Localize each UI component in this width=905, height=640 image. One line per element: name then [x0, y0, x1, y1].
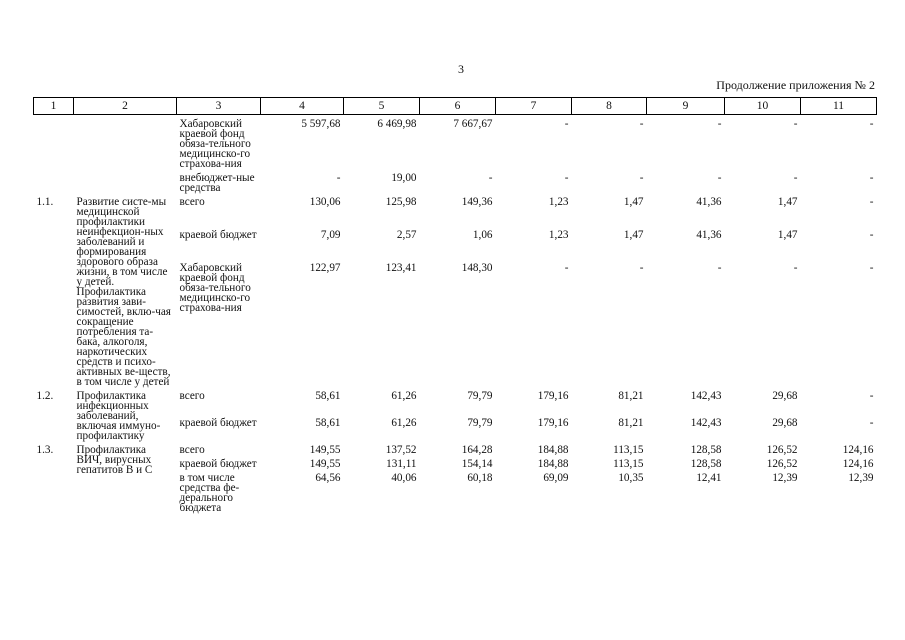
value-cell: 1,06 — [472, 229, 493, 242]
value-cell: 124,16 — [842, 458, 874, 470]
value-cell: 7,09 — [320, 229, 341, 242]
value-cell: 79,79 — [467, 390, 493, 402]
value-cell: 2,57 — [396, 229, 417, 242]
table-row — [34, 197, 877, 230]
column-header: 10 — [725, 98, 801, 115]
value-cell: 58,61 — [315, 417, 341, 429]
value-cell: - — [869, 390, 874, 402]
value-cell: - — [869, 118, 874, 130]
value-cell: - — [717, 118, 722, 130]
value-cell: - — [639, 262, 644, 275]
value-cell: - — [717, 262, 722, 275]
item-description — [74, 115, 177, 174]
value-cell: - — [869, 417, 874, 429]
item-code: 1.1. — [36, 196, 54, 208]
value-cell: 126,52 — [766, 458, 798, 470]
value-cell: 29,68 — [772, 417, 798, 429]
item-code — [34, 173, 74, 197]
value-cell: 126,52 — [766, 444, 798, 456]
value-cell: - — [488, 172, 493, 184]
value-cell: 142,43 — [690, 390, 722, 402]
value-cell: 69,09 — [543, 472, 569, 484]
column-header: 3 — [177, 98, 261, 115]
value-cell: - — [793, 262, 798, 275]
column-header: 11 — [801, 98, 877, 115]
value-cell: 128,58 — [690, 444, 722, 456]
value-cell: 113,15 — [613, 444, 644, 456]
value-cell: 1,23 — [548, 196, 569, 208]
value-cell: 81,21 — [618, 390, 644, 402]
value-cell: 61,26 — [391, 390, 417, 402]
column-header: 2 — [74, 98, 177, 115]
value-cell: - — [564, 172, 569, 184]
column-number-header — [34, 98, 877, 115]
funding-source: краевой бюджет — [179, 458, 257, 470]
value-cell: 12,39 — [772, 472, 798, 484]
item-code: 1.2. — [36, 390, 54, 402]
funding-source: Хабаровский краевой фонд обяза-тельного медицинско-го страхова-ния — [179, 262, 251, 315]
value-cell: 149,36 — [461, 196, 493, 208]
funding-source: Хабаровский краевой фонд обяза-тельного медицинско-го страхова-ния — [179, 118, 251, 170]
value-cell: 40,06 — [391, 472, 417, 484]
funding-source: всего — [179, 390, 205, 402]
value-cell: 124,16 — [842, 444, 874, 456]
column-header: 5 — [344, 98, 420, 115]
value-cell: 60,18 — [467, 472, 493, 484]
value-cell: 130,06 — [309, 196, 341, 208]
value-cell: 64,56 — [315, 472, 341, 484]
funding-source: в том числе средства фе-дерального бюджета — [179, 472, 240, 514]
value-cell: 19,00 — [391, 172, 417, 184]
item-description: Профилактика ВИЧ, вирусных гепатитов В и С — [76, 444, 153, 476]
value-cell: 1,23 — [548, 229, 569, 242]
column-header: 4 — [261, 98, 344, 115]
value-cell: 81,21 — [618, 417, 644, 429]
value-cell: 113,15 — [613, 458, 644, 470]
item-code: 1.3. — [36, 444, 54, 456]
column-header: 6 — [420, 98, 496, 115]
funding-source: всего — [179, 196, 205, 208]
value-cell: 149,55 — [309, 444, 341, 456]
column-header: 1 — [34, 98, 74, 115]
value-cell: 122,97 — [309, 262, 341, 275]
value-cell: - — [717, 172, 722, 184]
value-cell: 125,98 — [385, 196, 417, 208]
column-header: 7 — [496, 98, 572, 115]
column-header: 8 — [572, 98, 647, 115]
value-cell: 184,88 — [537, 458, 569, 470]
value-cell: 128,58 — [690, 458, 722, 470]
page-number: 3 — [458, 62, 464, 76]
value-cell: 1,47 — [777, 229, 798, 242]
value-cell: 148,30 — [461, 262, 493, 275]
table-row — [34, 391, 877, 418]
budget-table — [33, 97, 877, 517]
value-cell: 149,55 — [309, 458, 341, 470]
value-cell: 29,68 — [772, 390, 798, 402]
value-cell: - — [793, 118, 798, 130]
funding-source: внебюджет-ные средства — [179, 172, 255, 194]
value-cell: - — [639, 118, 644, 130]
value-cell: 131,11 — [386, 458, 417, 470]
value-cell: 61,26 — [391, 417, 417, 429]
value-cell: - — [336, 172, 341, 184]
value-cell: - — [793, 172, 798, 184]
value-cell: 123,41 — [385, 262, 417, 275]
value-cell: 184,88 — [537, 444, 569, 456]
value-cell: - — [564, 118, 569, 130]
value-cell: - — [869, 172, 874, 184]
value-cell: 179,16 — [537, 417, 569, 429]
item-description: Профилактика инфекционных заболеваний, включая иммуно-профилактику — [76, 390, 161, 442]
value-cell: 1,47 — [623, 196, 644, 208]
value-cell: 5 597,68 — [301, 118, 341, 130]
value-cell: 1,47 — [777, 196, 798, 208]
value-cell: 10,35 — [618, 472, 644, 484]
item-description: Развитие систе-мы медицинской профилактики неинфекцион-ных заболеваний и формирования здорового образа жизни, в том числе у детей. Профилактика развития зави-симостей, вклю-чая сокращение потребления та-бака, алкоголя, наркотических средств и психо-активных ве-ществ, в том числе у детей — [76, 196, 171, 388]
value-cell: - — [564, 262, 569, 275]
funding-source: краевой бюджет — [179, 229, 257, 242]
value-cell: 1,47 — [623, 229, 644, 242]
item-description — [74, 173, 177, 197]
value-cell: 137,52 — [385, 444, 417, 456]
value-cell: 164,28 — [461, 444, 493, 456]
value-cell: 7 667,67 — [453, 118, 493, 130]
value-cell: 41,36 — [696, 196, 722, 208]
appendix-continuation-label: Продолжение приложения № 2 — [716, 78, 875, 92]
value-cell: - — [869, 229, 874, 242]
value-cell: 41,36 — [696, 229, 722, 242]
value-cell: 154,14 — [461, 458, 493, 470]
value-cell: 79,79 — [467, 417, 493, 429]
value-cell: - — [869, 262, 874, 275]
value-cell: 58,61 — [315, 390, 341, 402]
table-row — [34, 445, 877, 459]
value-cell: 179,16 — [537, 390, 569, 402]
funding-source: всего — [179, 444, 205, 456]
value-cell: 12,41 — [696, 472, 722, 484]
column-header: 9 — [647, 98, 725, 115]
value-cell: 6 469,98 — [377, 118, 417, 130]
value-cell: - — [869, 196, 874, 208]
value-cell: 12,39 — [848, 472, 874, 484]
value-cell: 142,43 — [690, 417, 722, 429]
value-cell: - — [639, 172, 644, 184]
item-code — [34, 115, 74, 174]
table-row — [34, 115, 877, 174]
funding-source: краевой бюджет — [179, 417, 257, 429]
table-row — [34, 173, 877, 197]
